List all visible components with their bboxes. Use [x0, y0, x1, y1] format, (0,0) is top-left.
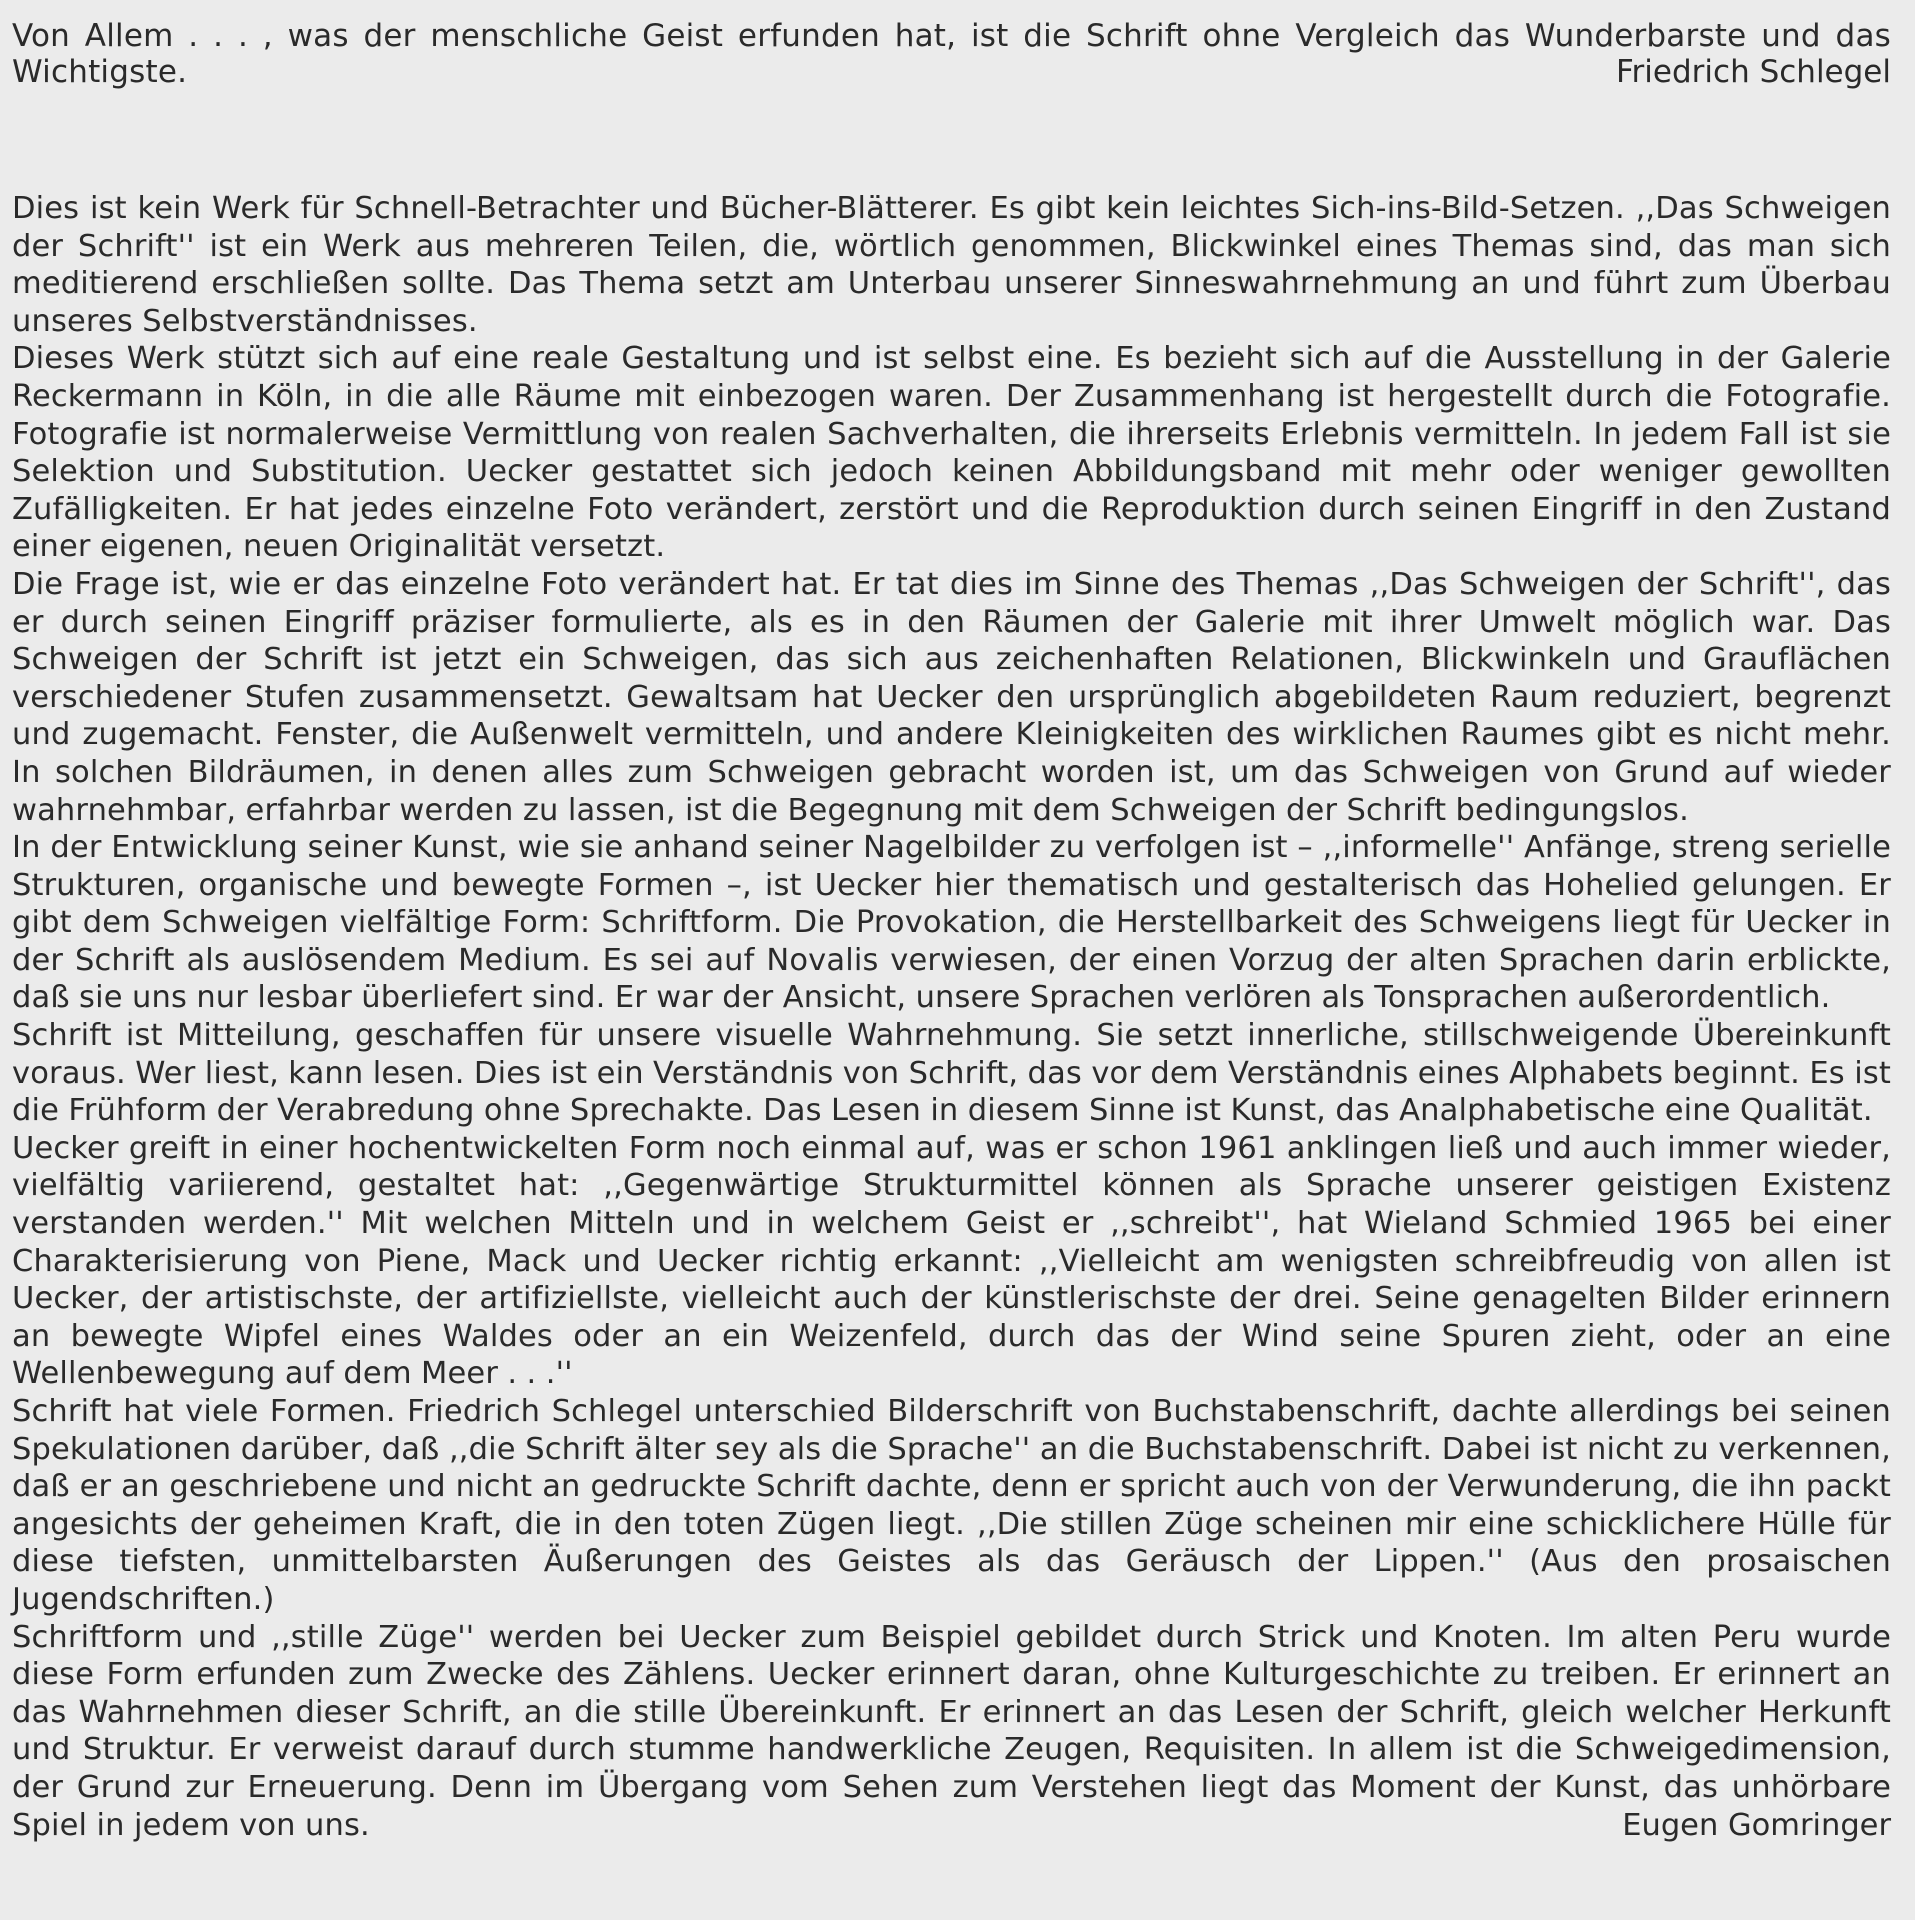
paragraph: Schrift hat viele Formen. Friedrich Schlegel unterschied Bilderschrift von Buchstabenschrift, dachte allerdings bei seinen Spekulationen darüber, daß ,,die Schrift älter sey als die Sprache'' an die Buchstabenschrift. Dabei ist nicht zu verkennen, daß er an geschriebene und nicht an gedruckte Schrift dachte, denn er spricht auch von der Verwunderung, die ihn packt angesichts der geheimen Kraft, die in den toten Zügen liegt. ,,Die stillen Züge scheinen mir eine schicklichere Hülle für diese tiefsten, unmittelbarsten Äußerungen des Geistes als das Geräusch der Lippen.'' (Aus den prosaischen Jugendschriften.)	[12, 1394, 1891, 1617]
paragraph: Die Frage ist, wie er das einzelne Foto verändert hat. Er tat dies im Sinne des Themas ,,Das Schweigen der Schrift'', das er durch seinen Eingriff präziser formulierte, als es in den Räumen der Galerie mit ihrer Umwelt möglich war. Das Schweigen der Schrift ist jetzt ein Schweigen, das sich aus zeichenhaften Relationen, Blickwinkeln und Grauflächen verschiedener Stufen zusammensetzt. Gewaltsam hat Uecker den ursprünglich abgebildeten Raum reduziert, begrenzt und zugemacht. Fenster, die Außenwelt vermitteln, und andere Kleinigkeiten des wirklichen Raumes gibt es nicht mehr. In solchen Bildräumen, in denen alles zum Schweigen gebracht worden ist, um das Schweigen von Grund auf wieder wahrnehmbar, erfahrbar werden zu lassen, ist die Begegnung mit dem Schweigen der Schrift bedingungslos.	[12, 566, 1891, 828]
epigraph-quote: Von Allem . . . , was der menschliche Geist erfunden hat, ist die Schrift ohne Vergleich das Wunderbarste und das Wichtigste.	[12, 18, 1891, 90]
epigraph-author: Friedrich Schlegel	[1615, 54, 1891, 90]
paragraph: Schrift ist Mitteilung, geschaffen für unsere visuelle Wahrnehmung. Sie setzt innerliche, stillschweigende Übereinkunft voraus. Wer liest, kann lesen. Dies ist ein Verständnis von Schrift, das vor dem Verständnis eines Alphabets beginnt. Es ist die Frühform der Verabredung ohne Sprechakte. Das Lesen in diesem Sinne ist Kunst, das Analphabetische eine Qualität.	[12, 1018, 1891, 1129]
paragraph: Schriftform und ,,stille Züge'' werden bei Uecker zum Beispiel gebildet durch Strick und Knoten. Im alten Peru wurde diese Form erfunden zum Zwecke des Zählens. Uecker erinnert daran, ohne Kulturgeschichte zu treiben. Er erinnert an das Wahrnehmen dieser Schrift, an die stille Übereinkunft. Er erinnert an das Lesen der Schrift, gleich welcher Herkunft und Struktur. Er verweist darauf durch stumme handwerkliche Zeugen, Requisiten. In allem ist die Schweigedimension, der Grund zur Erneuerung. Denn im Übergang vom Sehen zum Verstehen liegt das Moment der Kunst, das unhörbare Spiel in jedem von uns.	[12, 1619, 1891, 1843]
paragraph: Dies ist kein Werk für Schnell-Betrachter und Bücher-Blätterer. Es gibt kein leichtes Sich-ins-Bild-Setzen. ,,Das Schweigen der Schrift'' ist ein Werk aus mehreren Teilen, die, wörtlich genommen, Blickwinkel eines Themas sind, das man sich meditierend erschließen sollte. Das Thema setzt am Unterbau unserer Sinneswahrnehmung an und führt zum Überbau unseres Selbstverständnisses.	[12, 191, 1891, 339]
essay-body	[12, 190, 1891, 1844]
paragraph: In der Entwicklung seiner Kunst, wie sie anhand seiner Nagelbilder zu verfolgen ist – ,,informelle'' Anfänge, streng serielle Strukturen, organische und bewegte Formen –, ist Uecker hier thematisch und gestalterisch das Hohelied gelungen. Er gibt dem Schweigen vielfältige Form: Schriftform. Die Provokation, die Herstellbarkeit des Schweigens liegt für Uecker in der Schrift als auslösendem Medium. Es sei auf Novalis verwiesen, der einen Vorzug der alten Sprachen darin erblickte, daß sie uns nur lesbar überliefert sind. Er war der Ansicht, unsere Sprachen verlören als Tonsprachen außerordentlich.	[12, 830, 1891, 1016]
paragraph: Dieses Werk stützt sich auf eine reale Gestaltung und ist selbst eine. Es bezieht sich auf die Ausstellung in der Galerie Reckermann in Köln, in die alle Räume mit einbezogen waren. Der Zusammenhang ist hergestellt durch die Fotografie. Fotografie ist normalerweise Vermittlung von realen Sachverhalten, die ihrerseits Erlebnis vermitteln. In jedem Fall ist sie Selektion und Substitution. Uecker gestattet sich jedoch keinen Abbildungsband mit mehr oder weniger gewollten Zufälligkeiten. Er hat jedes einzelne Foto verändert, zerstört und die Reproduktion durch seinen Eingriff in den Zustand einer eigenen, neuen Originalität versetzt.	[12, 341, 1891, 565]
paragraph: Uecker greift in einer hochentwickelten Form noch einmal auf, was er schon 1961 anklingen ließ und auch immer wieder, vielfältig variierend, gestaltet hat: ,,Gegenwärtige Strukturmittel können als Sprache unserer geistigen Existenz verstanden werden.'' Mit welchen Mitteln und in welchem Geist er ,,schreibt'', hat Wieland Schmied 1965 bei einer Charakterisierung von Piene, Mack und Uecker richtig erkannt: ,,Vielleicht am wenigsten schreibfreudig von allen ist Uecker, der artistischste, der artifiziellste, vielleicht auch der künstlerischste der drei. Seine genagelten Bilder erinnern an bewegte Wipfel eines Waldes oder an ein Weizenfeld, durch das der Wind seine Spuren zieht, oder an eine Wellenbewegung auf dem Meer . . .''	[12, 1130, 1891, 1392]
author-signature: Eugen Gomringer	[1622, 1807, 1891, 1843]
